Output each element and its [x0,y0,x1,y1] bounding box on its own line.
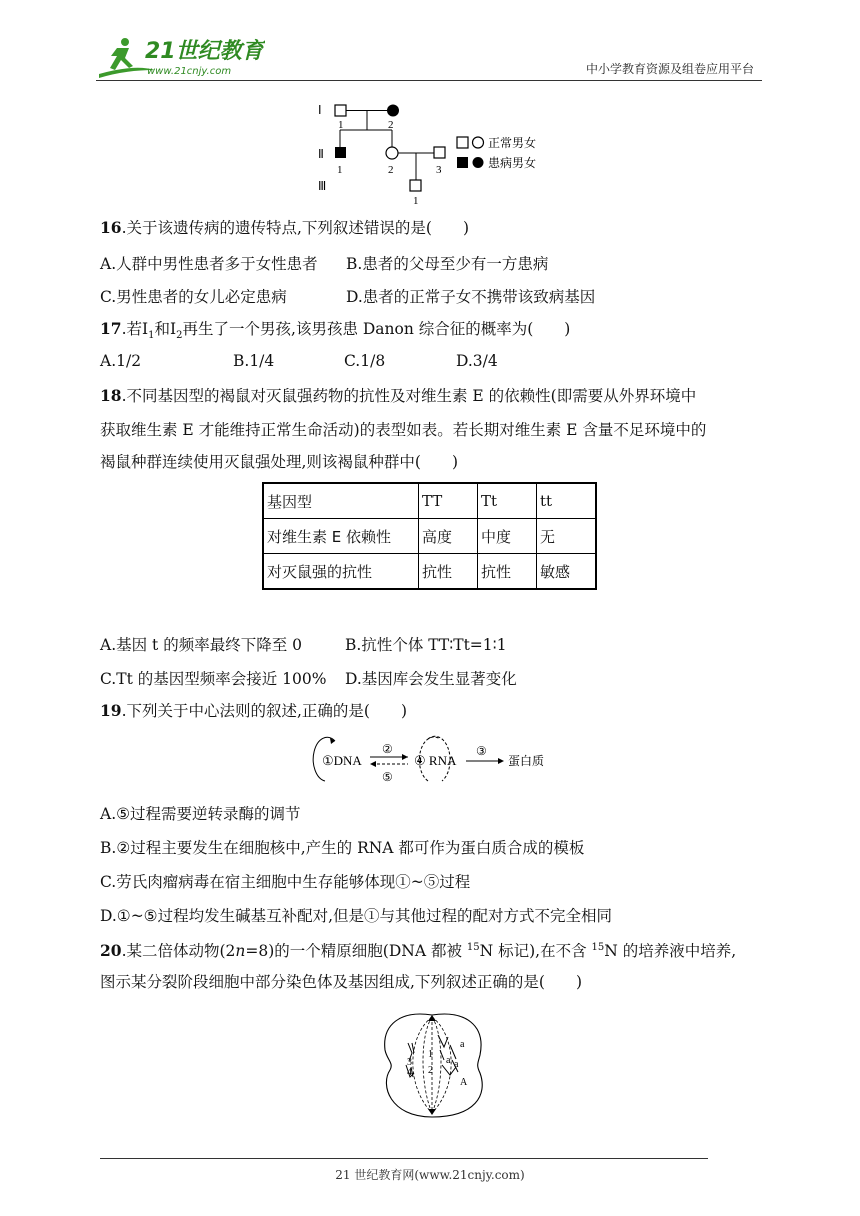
q20-stem-line1: 20.某二倍体动物(2n=8)的一个精原细胞(DNA 都被 $^{15}$N 标记),在不含 $^{15}$N 的培养液中培养, [100,941,737,961]
svg-text:1: 1 [337,164,343,176]
footer-divider [100,1158,708,1159]
table-cell: tt [537,483,597,519]
q19-option-b[interactable]: B.②过程主要发生在细胞核中,产生的 RNA 都可作为蛋白质合成的模板 [100,839,585,857]
table-cell: 敏感 [537,554,597,590]
q18-option-b[interactable]: B.抗性个体 TT∶Tt=1∶1 [345,636,507,654]
table-cell: 抗性 [419,554,478,590]
q16-option-a[interactable]: A.人群中男性患者多于女性患者 [100,255,318,273]
footer-text: 21 世纪教育网(www.21cnjy.com) [335,1168,525,1182]
svg-text:1: 1 [413,195,419,207]
i1-normal-male [335,105,346,116]
q17-stem: 17.若$Ⅰ_1$和$Ⅰ_2$再生了一个男孩,该男孩患 Danon 综合征的概率为( ) [100,319,571,342]
gen-label-2: Ⅱ [318,147,324,161]
svg-text:a: a [446,1055,451,1066]
q18-option-c[interactable]: C.Tt 的基因型频率会接近 100% [100,670,327,688]
q17-option-c[interactable]: C.1/8 [344,352,386,370]
table-cell: 对灭鼠强的抗性 [263,554,419,590]
protein-label: 蛋白质 [508,754,545,768]
site-logo [95,34,265,80]
gen-label-1: Ⅰ [318,103,322,117]
legend-normal: 正常男女 [488,136,537,150]
gen-label-3: Ⅲ [318,179,327,193]
svg-text:2: 2 [428,1065,433,1076]
svg-text:②: ② [382,742,393,756]
ii3-normal-male [434,147,445,158]
table-row [263,483,596,519]
q19-option-a[interactable]: A.⑤过程需要逆转录酶的调节 [100,805,301,823]
svg-text:a: a [460,1039,465,1050]
header-platform-text: 中小学教育资源及组卷应用平台 [585,62,754,76]
ii1-affected-male [335,147,346,158]
table-row [263,519,596,554]
q19-option-c[interactable]: C.劳氏肉瘤病毒在宿主细胞中生存能够体现①~⑤过程 [100,873,471,891]
q20-stem-line2: 图示某分裂阶段细胞中部分染色体及基因组成,下列叙述正确的是( ) [100,973,583,991]
svg-text:⑤: ⑤ [382,770,393,784]
legend-affected: 患病男女 [488,156,537,170]
svg-text:3: 3 [436,164,442,176]
dna-label: ①DNA [322,753,362,768]
table-cell: TT [419,483,478,519]
rna-label: ④ RNA [414,753,457,768]
pedigree-chart [310,100,570,208]
svg-text:A: A [460,1077,468,1088]
q16-stem: 16.关于该遗传病的遗传特点,下列叙述错误的是( ) [100,218,470,237]
q16-option-b[interactable]: B.患者的父母至少有一方患病 [346,255,549,273]
q16-option-c[interactable]: C.男性患者的女儿必定患病 [100,288,287,306]
q18-option-a[interactable]: A.基因 t 的频率最终下降至 0 [100,636,302,654]
svg-text:1: 1 [338,119,344,131]
q19-option-d[interactable]: D.①~⑤过程均发生碱基互补配对,但是①与其他过程的配对方式不完全相同 [100,907,613,925]
table-row [263,554,596,590]
svg-text:2: 2 [388,164,394,176]
table-cell: Tt [478,483,537,519]
i2-affected-female [387,105,399,117]
iii1-normal-male [410,180,421,191]
q17-option-a[interactable]: A.1/2 [100,352,142,370]
q19-stem: 19.下列关于中心法则的叙述,正确的是( ) [100,701,408,720]
svg-text:21世纪教育: 21世纪教育 [145,39,264,64]
svg-text:a: a [454,1059,459,1070]
svg-text:4: 4 [407,1067,412,1078]
q18-stem-line2: 获取维生素 E 才能维持正常生命活动)的表型如表。若长期对维生素 E 含量不足环境中的 [100,421,707,439]
ii2-normal-female [386,147,398,159]
q16-option-d[interactable]: D.患者的正常子女不携带该致病基因 [346,288,596,306]
central-dogma-diagram [310,733,560,789]
svg-text:③: ③ [476,744,487,758]
q17-option-d[interactable]: D.3/4 [456,352,498,370]
table-cell: 对维生素 E 依赖性 [263,519,419,554]
table-cell: 高度 [419,519,478,554]
q18-stem-line1: 18.不同基因型的褐鼠对灭鼠强药物的抗性及对维生素 E 的依赖性(即需要从外界环境中 [100,386,697,405]
table-cell: 中度 [478,519,537,554]
header-divider [96,80,762,81]
q18-stem-line3: 褐鼠种群连续使用灭鼠强处理,则该褐鼠种群中( ) [100,453,459,471]
svg-text:3: 3 [407,1057,412,1068]
table-cell: 基因型 [263,483,419,519]
genotype-table [262,482,597,590]
svg-text:2: 2 [388,119,394,131]
cell-division-diagram [380,1005,490,1125]
table-cell: 无 [537,519,597,554]
svg-text:www.21cnjy.com: www.21cnjy.com [147,66,232,77]
q17-option-b[interactable]: B.1/4 [233,352,275,370]
q18-option-d[interactable]: D.基因库会发生显著变化 [345,670,517,688]
svg-text:1: 1 [428,1049,433,1060]
table-cell: 抗性 [478,554,537,590]
